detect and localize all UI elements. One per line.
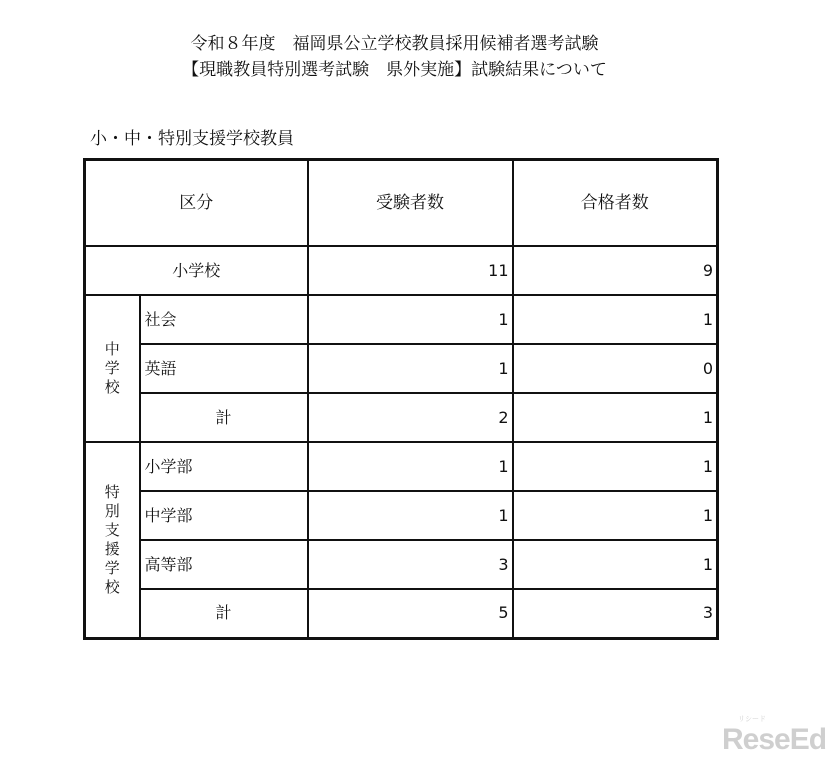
- table-row: [85, 344, 718, 393]
- applicants-cell: 1: [308, 344, 513, 393]
- group-label-text: 中学校: [104, 340, 120, 396]
- watermark-ruby: リシード: [738, 716, 766, 723]
- header-category: 区分: [85, 160, 308, 247]
- row-label: 英語: [140, 344, 308, 393]
- row-label: 中学部: [140, 491, 308, 540]
- table-caption: 小・中・特別支援学校教員: [90, 129, 294, 149]
- watermark-text: ReseEd: [722, 723, 826, 756]
- document-title-line1: 令和８年度 福岡県公立学校教員採用候補者選考試験: [190, 34, 599, 54]
- results-table: [83, 158, 719, 640]
- applicants-cell: 2: [308, 393, 513, 442]
- passed-cell: 1: [513, 295, 718, 344]
- table-row-total: [85, 393, 718, 442]
- passed-cell: 1: [513, 393, 718, 442]
- applicants-cell: 3: [308, 540, 513, 589]
- row-label: 計: [140, 589, 308, 638]
- table-row-total: [85, 589, 718, 638]
- applicants-cell: 1: [308, 295, 513, 344]
- applicants-cell: 1: [308, 491, 513, 540]
- passed-cell: 1: [513, 491, 718, 540]
- row-label: 小学校: [85, 246, 308, 295]
- table-row: [85, 442, 718, 491]
- row-label: 小学部: [140, 442, 308, 491]
- table-row: [85, 246, 718, 295]
- row-label: 高等部: [140, 540, 308, 589]
- group-label-junior-high: [85, 295, 140, 442]
- header-row: [85, 160, 718, 247]
- row-label: 計: [140, 393, 308, 442]
- header-passed: 合格者数: [513, 160, 718, 247]
- passed-cell: 1: [513, 442, 718, 491]
- table-row: [85, 540, 718, 589]
- group-label-special-support: [85, 442, 140, 638]
- passed-cell: 1: [513, 540, 718, 589]
- row-label: 社会: [140, 295, 308, 344]
- table-row: [85, 491, 718, 540]
- applicants-cell: 1: [308, 442, 513, 491]
- document-title-line2: 【現職教員特別選考試験 県外実施】試験結果について: [182, 60, 607, 80]
- passed-cell: 3: [513, 589, 718, 638]
- header-applicants: 受験者数: [308, 160, 513, 247]
- passed-cell: 0: [513, 344, 718, 393]
- applicants-cell: 5: [308, 589, 513, 638]
- group-label-text: 特別支援学校: [104, 482, 120, 596]
- passed-cell: 9: [513, 246, 718, 295]
- applicants-cell: 11: [308, 246, 513, 295]
- reseed-watermark-logo: [722, 716, 826, 756]
- table-row: [85, 295, 718, 344]
